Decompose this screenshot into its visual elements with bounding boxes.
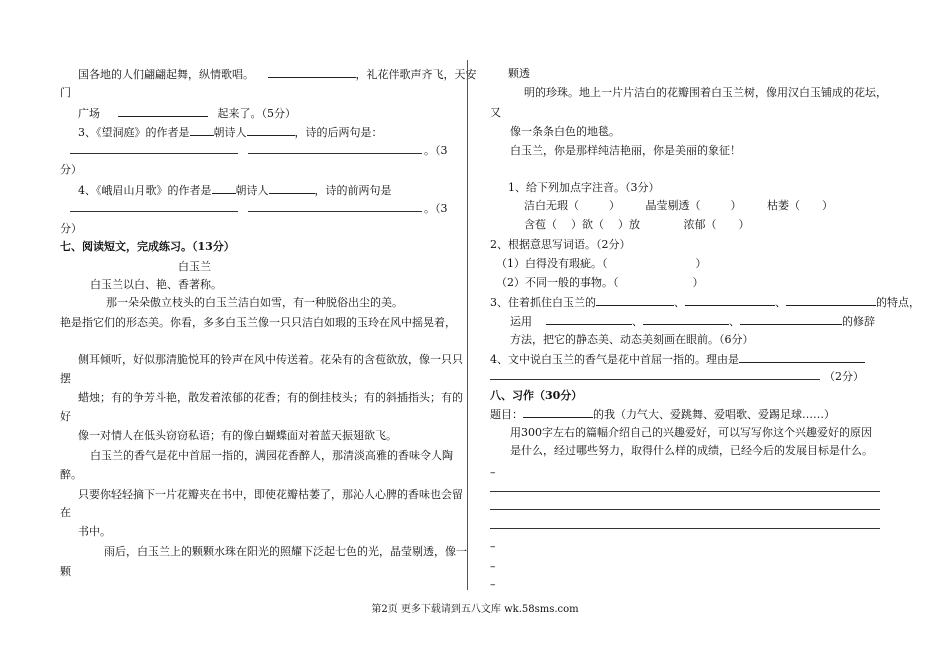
essay-topic xyxy=(490,407,835,422)
blank[interactable] xyxy=(268,67,356,78)
text: （2）不同一般的事物。（ xyxy=(496,276,619,289)
section-8-heading: 八、习作（30分） xyxy=(490,389,583,402)
column-divider xyxy=(467,60,468,590)
text: 4、文中说白玉兰的香气是花中首屈一指的。理由是 xyxy=(490,353,739,366)
text: 、 xyxy=(729,315,740,328)
essay-requirement: 是什么，经过哪些努力，取得什么样的成绩，已经今后的发展目标是什么。 xyxy=(510,444,873,457)
dash-mark: – xyxy=(490,540,496,553)
text: 的特点， xyxy=(876,296,920,309)
score-note: （2分） xyxy=(824,370,864,383)
essay-requirement: 用300字左右的篇幅介绍自己的兴趣爱好，可以写写你这个兴趣爱好的原因 xyxy=(510,426,872,439)
passage-line: 好 xyxy=(60,410,71,423)
question-4 xyxy=(78,183,392,198)
poem-line-3 xyxy=(78,106,296,121)
answer-line[interactable] xyxy=(490,379,820,380)
question-3 xyxy=(78,125,383,140)
score-note: 分） xyxy=(60,222,82,235)
text: ） xyxy=(692,276,704,289)
passage-line: 颗透 xyxy=(508,67,530,80)
text: ） xyxy=(730,199,742,212)
blank[interactable] xyxy=(685,295,775,306)
passage-line: 侧耳倾听，好似那清脆悦耳的铃声在风中传送着。花朵有的含苞欲放，像一只只 xyxy=(78,353,463,366)
text: 、 xyxy=(674,296,685,309)
score-note: 分） xyxy=(60,163,82,176)
passage-title: 白玉兰 xyxy=(178,260,211,273)
text: 运用 xyxy=(510,315,532,328)
dash-mark: – xyxy=(490,466,496,479)
q2-item-1 xyxy=(496,257,707,271)
text: 3、住着抓住白玉兰的 xyxy=(490,296,596,309)
text: 3、《望洞庭》的作者是 xyxy=(78,126,190,139)
text: ，诗的前两句是 xyxy=(314,184,392,197)
pinyin-row-2 xyxy=(524,218,750,232)
word: 晶莹剔透（ xyxy=(645,199,701,212)
text: 朝诗人 xyxy=(235,184,269,197)
passage-line: 在 xyxy=(60,506,71,519)
text: 国各地的人们翩翩起舞，纵情歌唱。 xyxy=(78,68,254,81)
blank[interactable] xyxy=(739,352,865,363)
blank[interactable] xyxy=(190,125,214,136)
text: ） xyxy=(738,218,750,231)
answer-line[interactable] xyxy=(70,153,238,154)
dash-mark: – xyxy=(490,560,496,573)
score-note: 。（3 xyxy=(424,202,448,215)
question-1: 1、给下列加点字注音。（3分） xyxy=(508,181,660,194)
text: 广场 xyxy=(78,107,100,120)
passage-line: 又 xyxy=(490,106,501,119)
passage-line: 像一条条白色的地毯。 xyxy=(510,125,620,138)
question-4 xyxy=(490,352,865,367)
topic-blank[interactable] xyxy=(523,407,593,418)
blank[interactable] xyxy=(247,125,295,136)
answer-line[interactable] xyxy=(248,153,422,154)
q2-item-2 xyxy=(496,276,704,290)
passage-line: 白玉兰以白、艳、香著称。 xyxy=(90,278,222,291)
question-2: 2、根据意思写词语。（2分） xyxy=(490,238,631,251)
poem-line-1 xyxy=(78,67,477,82)
score-note: 。（3 xyxy=(424,144,448,157)
passage-line: 明的珍珠。地上一片片洁白的花瓣围着白玉兰树，像用汉白玉铺成的花坛， xyxy=(524,86,887,99)
passage-line: 艳是指它们的形态美。你看，多多白玉兰像一只只洁白如瑕的玉玲在风中摇晃着， xyxy=(60,316,456,329)
passage-line: 白玉兰，你是那样纯洁艳丽，你是美丽的象征！ xyxy=(510,144,741,157)
text: ，礼花伴歌声齐飞，天安 xyxy=(355,68,477,81)
poem-line-2: 门 xyxy=(60,86,71,99)
writing-line[interactable] xyxy=(490,528,880,529)
answer-line[interactable] xyxy=(70,211,238,212)
word: 浓郁（ xyxy=(683,218,717,231)
passage-line: 颗 xyxy=(60,565,71,578)
text: 4、《峨眉山月歌》的作者是 xyxy=(78,184,212,197)
blank[interactable] xyxy=(596,295,674,306)
text: 、 xyxy=(775,296,786,309)
passage-line: 只要你轻轻摘下一片花瓣夹在书中，即使花瓣枯萎了，那沁人心脾的香味也会留 xyxy=(78,488,463,501)
passage-line: 醉。 xyxy=(60,468,82,481)
blank[interactable] xyxy=(118,106,208,117)
passage-line: 书中。 xyxy=(78,525,111,538)
writing-line[interactable] xyxy=(490,491,880,492)
blank[interactable] xyxy=(546,314,632,325)
text: ） xyxy=(609,199,620,212)
blank[interactable] xyxy=(212,183,236,194)
dash-mark: – xyxy=(490,578,496,591)
text: 、 xyxy=(632,315,643,328)
passage-line: 白玉兰的香气是花中首屈一指的，满园花香醉人，那清淡高雅的香味令人陶 xyxy=(90,449,453,462)
answer-line[interactable] xyxy=(248,211,422,212)
section-7-heading: 七、阅读短文，完成练习。（13分） xyxy=(60,240,235,253)
text: 的修辞 xyxy=(842,315,875,328)
passage-line: 蜡烛；有的争芳斗艳，散发着浓郁的花香；有的倒挂枝头；有的斜插指头；有的 xyxy=(78,391,463,404)
word: ）放 xyxy=(618,218,640,231)
pinyin-row-1 xyxy=(524,199,833,213)
blank[interactable] xyxy=(269,183,315,194)
passage-line: 摆 xyxy=(60,372,71,385)
word: 枯萎（ xyxy=(767,199,800,212)
word: ）欲（ xyxy=(571,218,604,231)
text: 题目： xyxy=(490,408,523,421)
passage-line: 那一朵朵傲立枝头的白玉兰洁白如雪，有一种脱俗出尘的美。 xyxy=(106,296,403,309)
text: ） xyxy=(695,257,707,270)
question-3-line-2 xyxy=(510,314,875,329)
passage-line: 像一对情人在低头窃窃私语；有的像白蝴蝶面对着蓝天振翅欲飞。 xyxy=(78,429,397,442)
text: ，诗的后两句是： xyxy=(294,126,383,139)
word: 含苞（ xyxy=(524,218,557,231)
text: 朝诗人 xyxy=(213,126,247,139)
blank[interactable] xyxy=(740,314,842,325)
writing-line[interactable] xyxy=(490,509,880,510)
text: ） xyxy=(822,199,833,212)
text: 的我（力气大、爱跳舞、爱唱歌、爱踢足球……） xyxy=(593,408,835,421)
blank[interactable] xyxy=(786,295,876,306)
text: （1）白得没有瑕疵。（ xyxy=(496,257,608,270)
word: 洁白无瑕（ xyxy=(524,199,579,212)
question-3-line-3: 方法，把它的静态美、动态美刻画在眼前。（6分） xyxy=(510,333,754,346)
page-footer: 第2页 更多下载请到五八文库 wk.58sms.com xyxy=(371,604,579,615)
text: 起来了。（5分） xyxy=(217,107,296,120)
passage-line: 雨后，白玉兰上的颗颗水珠在阳光的照耀下泛起七色的光，晶莹剔透，像一 xyxy=(104,545,467,558)
question-3 xyxy=(490,295,920,310)
blank[interactable] xyxy=(643,314,729,325)
